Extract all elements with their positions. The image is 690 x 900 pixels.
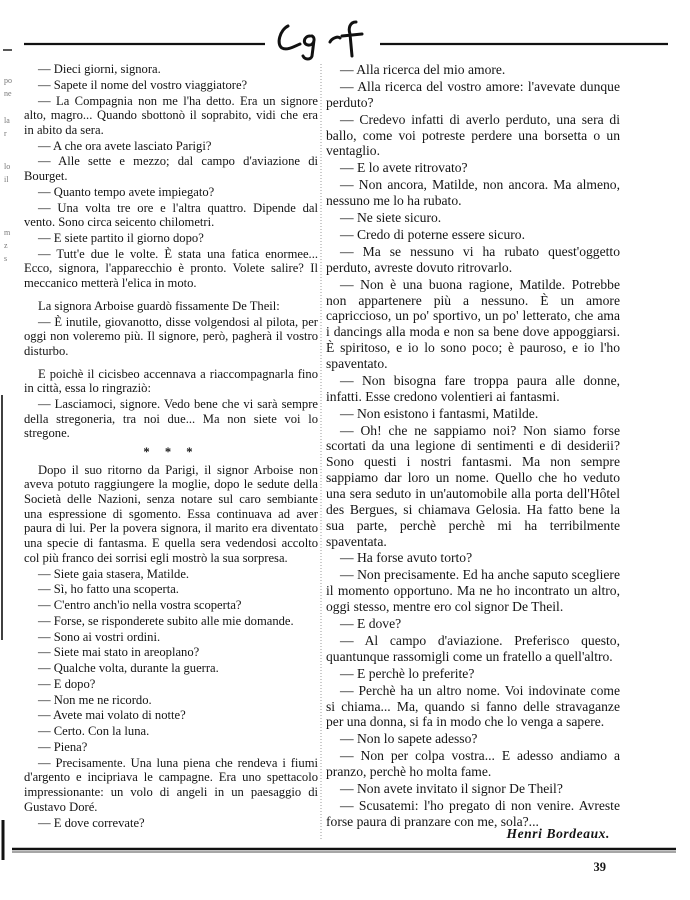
paragraph: — Siete gaia stasera, Matilde. <box>38 566 190 581</box>
paragraph: — Dieci giorni, signora. <box>38 62 161 76</box>
paragraph: — Precisamente. Una luna piena che rendeva i fiumi d'argento e incipriava le campagne. Era uno spettacolo impressionante: un volo di angeli in un paesaggio di Gustavo Doré. <box>24 755 318 814</box>
paragraph: — Non esistono i fantasmi, Matilde. <box>340 405 539 421</box>
paragraph: — Siete mai stato in areoplano? <box>38 645 200 660</box>
paragraph: — Qualche volta, durante la guerra. <box>38 661 219 676</box>
paragraph: — Lasciamoci, signore. Vedo bene che vi sarà sempre della stregoneria, tra noi due... Ma non siete voi lo stregone. <box>24 397 318 441</box>
paragraph: — Tutt'e due le volte. È stata una fatica enormee... Ecco, signora, l'apparecchio è pronto. Volete salire? Il meccanico metterà l'elica in moto. <box>24 246 318 291</box>
paragraph: — Credevo infatti di averlo perduto, una sera di ballo, come voi potreste perdere una borsetta o un ventaglio. <box>326 111 620 159</box>
paragraph: — Alla ricerca del vostro amore: l'avevate dunque perduto? <box>326 78 620 110</box>
paragraph: — Ha forse avuto torto? <box>340 550 473 566</box>
paragraph: — E dopo? <box>38 676 96 691</box>
margin-fragment: ne <box>4 89 12 98</box>
margin-fragment: m <box>4 228 11 237</box>
paragraph: — Scusatemi: l'ho pregato di non venire. Avreste forse paura di pranzare con me, sola?... <box>326 797 620 829</box>
paragraph: — Sapete il nome del vostro viaggiatore? <box>38 77 248 92</box>
right-text-column <box>326 62 620 831</box>
paragraph: — Ne siete sicuro. <box>340 210 442 226</box>
paragraph: — E lo avete ritrovato? <box>340 160 468 176</box>
paragraph: — Avete mai volato di notte? <box>38 708 186 723</box>
paragraph: — Certo. Con la luna. <box>38 724 150 739</box>
paragraph: — Oh! che ne sappiamo noi? Non siamo forse scortati da una legione di sentimenti e di desiderii? Sono questi i nostri fantasmi. Ma non sempre sappiamo dar loro un nome. Quello che ho veduto una sera seduto in un'automobile alla porta dell'Hôtel des Bergues, si chiamava Gelosia. Ha fatto bene la sua parte, perchè perchè mi ha terribilmente spaventata. <box>326 422 620 549</box>
paragraph: — Non per colpa vostra... E adesso andiamo a pranzo, perchè ho molta fame. <box>326 748 620 780</box>
paragraph: — Una volta tre ore e l'altra quattro. Dipende dal vento. Sono circa seicento chilometri. <box>24 200 318 230</box>
paragraph: — Ma se nessuno vi ha rubato quest'oggetto perduto, avreste dovuto ritrovarlo. <box>326 243 620 275</box>
paragraph: — Sì, ho fatto una scoperta. <box>38 582 179 597</box>
paragraph: — Al campo d'aviazione. Preferisco questo, quantunque rassomigli come un fratello a quell'altro. <box>326 632 620 664</box>
left-text-column <box>24 62 318 831</box>
page-number: 39 <box>593 860 606 874</box>
paragraph: — Non bisogna fare troppa paura alle donne, infatti. Esse credono volentieri ai fantasmi. <box>326 372 620 404</box>
margin-fragment: lo <box>4 162 11 171</box>
paragraph: — Quanto tempo avete impiegato? <box>38 184 215 199</box>
margin-fragment: r <box>4 129 7 138</box>
paragraph: — Non lo sapete adesso? <box>340 731 478 747</box>
paragraph: — Sono ai vostri ordini. <box>38 629 161 644</box>
margin-fragment: il <box>4 175 9 184</box>
paragraph: — E siete partito il giorno dopo? <box>38 231 204 246</box>
paragraph: — A che ora avete lasciato Parigi? <box>38 138 212 153</box>
paragraph: — E dove? <box>340 616 402 631</box>
paragraph: — Forse, se risponderete subito alle mie domande. <box>38 613 294 628</box>
paragraph: — Non precisamente. Ed ha anche saputo scegliere il momento opportuno. Ma ne ho incontrato un altro, oggi stesso, mentre ero col signor De Theil. <box>326 567 620 615</box>
paragraph: — C'entro anch'io nella vostra scoperta? <box>38 598 242 613</box>
margin-fragments <box>4 74 18 265</box>
margin-fragment: po <box>4 76 12 85</box>
paragraph: — Non avete invitato il signor De Theil? <box>340 781 563 796</box>
paragraph: — Perchè ha un altro nome. Voi indovinate come si chiama... Ma, quando si fanno delle stravaganze per una donna, si fa in modo che lo venga a sapere. <box>326 682 620 730</box>
paragraph: E poichè il cicisbeo accennava a riaccompagnarla fino in città, essa lo ringraziò: <box>24 366 318 396</box>
paragraph: — Non è una buona ragione, Matilde. Potrebbe non appartenere più a nessuno. È un amore capriccioso, un po' sportivo, un po' letterato, che ama i dancings alla moda e non sa bene dove appoggiarsi. È spiritoso, e io lo sono poco; è pauroso, e io l'ho spaventato. <box>326 276 620 371</box>
paragraph: — Alla ricerca del mio amore. <box>340 62 506 77</box>
paragraph: — Alle sette e mezzo; dal campo d'aviazione di Bourget. <box>24 154 318 184</box>
margin-fragment: s <box>4 254 8 263</box>
paragraph: — Piena? <box>38 739 88 754</box>
paragraph: Dopo il suo ritorno da Parigi, il signor Arboise non aveva potuto raggiungere la moglie, dopo le sedute della Società delle Nazioni, senza notare sul caro sembiante una espressione di sgomento. Essa continuava ad aver paura di lui. Per la povera signora, il marito era diventato una specie di fantasma. E quella sera vedendosi accolto col più franco dei sorrisi egli mostrò la sua sorpresa. <box>24 462 318 565</box>
author-signature: Henri Bordeaux. <box>506 826 610 841</box>
margin-fragment: la <box>4 116 10 125</box>
margin-fragment: z <box>4 241 8 250</box>
paragraph: — E dove correvate? <box>38 815 145 830</box>
header-logo <box>279 22 362 59</box>
paragraph: — La Compagnia non me l'ha detto. Era un signore alto, magro... Quando sbottonò il soprabito, vidi che era in abito da sera. <box>24 93 318 137</box>
paragraph: — È inutile, giovanotto, disse volgendosi al pilota, per oggi non voleremo più. Il signore, però, pagherà il vostro disturbo. <box>24 314 318 358</box>
paragraph: La signora Arboise guardò fissamente De Theil: <box>38 298 280 313</box>
paragraph: — E perchè lo preferite? <box>340 665 475 681</box>
paragraph: — Non ancora, Matilde, non ancora. Ma almeno, nessuno me lo ha rubato. <box>326 177 620 209</box>
paragraph: — Non me ne ricordo. <box>38 692 152 707</box>
paragraph: — Credo di poterne essere sicuro. <box>340 227 525 242</box>
section-break: * * * <box>143 445 199 460</box>
